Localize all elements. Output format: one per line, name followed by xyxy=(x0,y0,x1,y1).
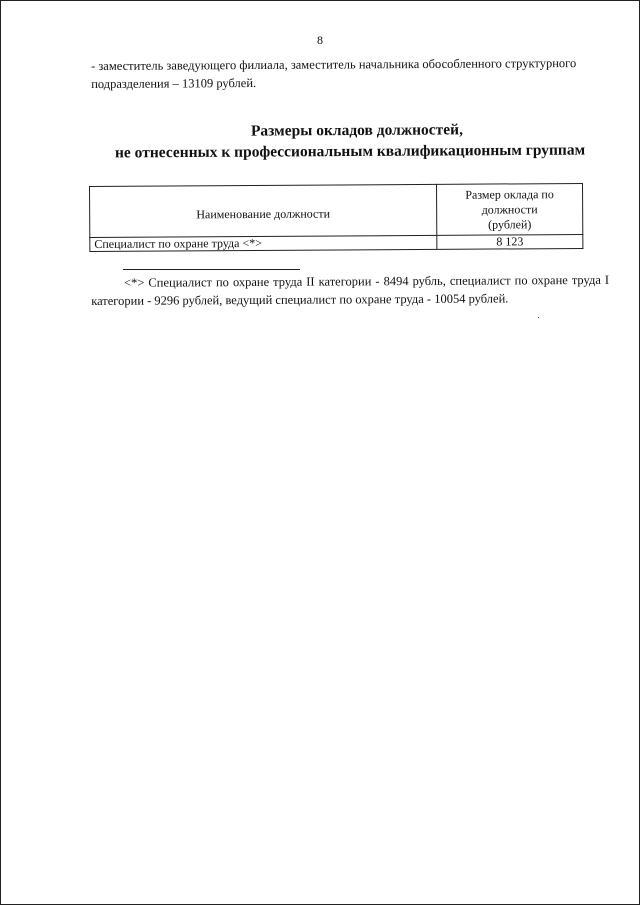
table-row xyxy=(90,234,583,251)
row-salary-value: 8 123 xyxy=(437,234,583,249)
row-position-name: Специалист по охране труда <*> xyxy=(90,235,437,251)
header-salary-line-2: должности xyxy=(481,201,538,217)
header-salary-line-3: (рублей) xyxy=(488,216,532,232)
table-header-row xyxy=(90,183,583,237)
scan-speck xyxy=(538,317,539,318)
heading-line-1: Размеры окладов должностей, xyxy=(250,121,464,140)
intro-line-2: подразделения – 13109 рублей. xyxy=(91,75,257,91)
intro-paragraph xyxy=(91,54,611,93)
header-salary-line-1: Размер оклада по xyxy=(465,186,554,202)
section-heading xyxy=(80,118,620,163)
heading-line-2: не отнесенных к профессиональным квалификационным группам xyxy=(114,141,586,162)
footnote-separator xyxy=(123,269,300,270)
page-number: 8 xyxy=(317,33,323,47)
header-salary-size xyxy=(436,183,582,235)
footnote-text: <*> Специалист по охране труда II категории - 8494 рубль, специалист по охране труда I категории - 9296 рублей, ведущий специалист по охране труда - 10054 рублей. xyxy=(91,272,610,308)
salary-table xyxy=(89,183,583,252)
salary-table-wrapper xyxy=(89,183,583,252)
header-position-name: Наименование должности xyxy=(90,184,437,237)
intro-line-1: - заместитель заведующего филиала, заместитель начальника обособленного структурного xyxy=(91,56,577,73)
